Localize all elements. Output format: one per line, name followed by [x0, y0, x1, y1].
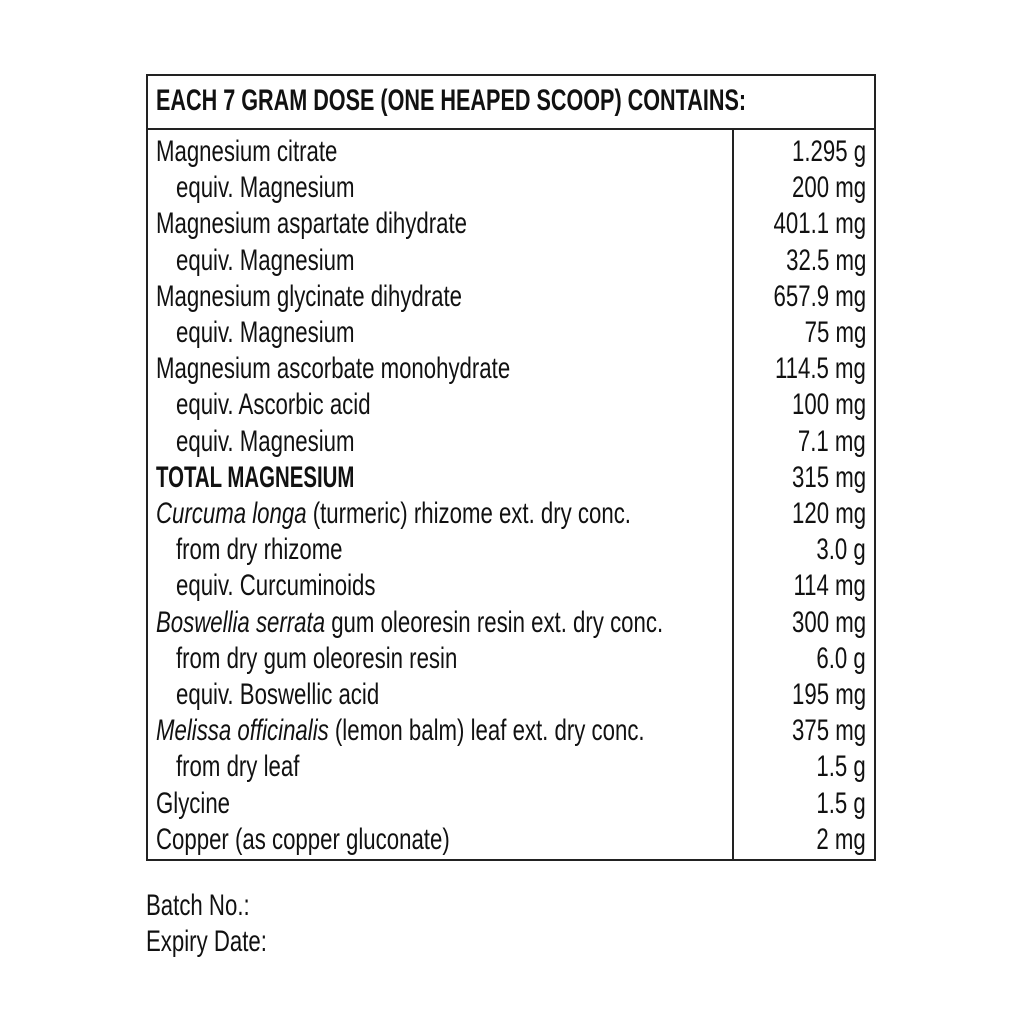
ingredient-name: [176, 532, 343, 568]
ingredient-label: equiv. Magnesium: [176, 171, 355, 205]
ingredient-name: [156, 206, 467, 242]
table-row: [148, 568, 874, 604]
table-row: [148, 279, 874, 315]
ingredient-label: gum oleoresin resin ext. dry conc.: [325, 605, 664, 639]
ingredient-amount: 315 mg: [791, 460, 866, 494]
ingredient-label: Magnesium glycinate dihydrate: [156, 279, 463, 313]
ingredient-name: [156, 134, 337, 170]
ingredient-name: [156, 605, 663, 641]
ingredient-label: equiv. Magnesium: [176, 424, 355, 458]
table-row: [148, 170, 874, 206]
table-row: [148, 460, 874, 496]
table-row: [148, 424, 874, 460]
ingredient-label: equiv. Ascorbic acid: [176, 388, 371, 422]
ingredient-amount: 300 mg: [791, 605, 866, 639]
ingredient-label: from dry gum oleoresin resin: [176, 641, 458, 675]
ingredient-amount: 6.0 g: [816, 641, 866, 675]
ingredient-name: [176, 387, 371, 423]
ingredient-name: [176, 315, 355, 351]
ingredient-name: [176, 243, 355, 279]
ingredient-label: from dry rhizome: [176, 533, 343, 567]
table-row: [148, 351, 874, 387]
ingredient-label: Magnesium aspartate dihydrate: [156, 207, 467, 241]
table-row: [148, 206, 874, 242]
ingredients-table: [146, 74, 876, 861]
ingredient-amount: 200 mg: [791, 171, 866, 205]
ingredient-amount: 7.1 mg: [798, 424, 866, 458]
ingredient-amount: 75 mg: [804, 316, 866, 349]
ingredient-amount: 120 mg: [791, 497, 866, 530]
table-row: [148, 496, 874, 532]
ingredient-amount: 2 mg: [816, 822, 866, 856]
ingredient-label: Glycine: [156, 786, 231, 820]
ingredient-amount: 1.295 g: [791, 135, 866, 168]
table-row: [148, 822, 874, 858]
ingredient-name: [156, 822, 450, 858]
ingredient-label: from dry leaf: [176, 750, 300, 784]
ingredient-name: [176, 749, 299, 785]
ingredient-label: TOTAL MAGNESIUM: [156, 460, 355, 494]
ingredient-label: equiv. Curcuminoids: [176, 569, 376, 603]
ingredient-name: [176, 424, 355, 460]
ingredient-amount: 401.1 mg: [773, 207, 866, 241]
ingredient-name: [156, 460, 354, 496]
table-row: [148, 786, 874, 822]
ingredient-amount: 375 mg: [791, 714, 866, 748]
ingredient-label: Magnesium citrate: [156, 135, 338, 168]
ingredient-amount: 100 mg: [791, 388, 866, 422]
table-row: [148, 677, 874, 713]
ingredient-name: [176, 170, 355, 206]
ingredient-amount: 114 mg: [793, 569, 866, 603]
ingredient-label: equiv. Boswellic acid: [176, 678, 380, 711]
table-title: EACH 7 GRAM DOSE (ONE HEAPED SCOOP) CONTAINS:: [156, 84, 747, 117]
table-row: [148, 243, 874, 279]
ingredient-name: [156, 351, 510, 387]
ingredient-name: [156, 279, 462, 315]
ingredient-name: [156, 713, 645, 749]
ingredient-amount: 114.5 mg: [775, 352, 866, 386]
botanical-name: Melissa officinalis: [156, 714, 329, 748]
ingredient-amount: 3.0 g: [816, 533, 866, 567]
table-row: [148, 315, 874, 351]
ingredient-name: [156, 496, 631, 532]
ingredient-amount: 1.5 g: [816, 750, 866, 784]
table-row: [148, 641, 874, 677]
table-row: [148, 749, 874, 785]
ingredient-amount: 195 mg: [791, 678, 866, 711]
ingredient-label: Magnesium ascorbate monohydrate: [156, 352, 511, 386]
botanical-name: Curcuma longa: [156, 497, 307, 530]
ingredient-label: (lemon balm) leaf ext. dry conc.: [328, 714, 645, 748]
botanical-name: Boswellia serrata: [156, 605, 326, 639]
ingredient-name: [176, 568, 375, 604]
table-row: [148, 605, 874, 641]
ingredient-amount: 1.5 g: [816, 786, 866, 820]
ingredient-name: [176, 641, 457, 677]
ingredient-name: [176, 677, 379, 713]
table-row: [148, 134, 874, 170]
ingredient-label: (turmeric) rhizome ext. dry conc.: [306, 497, 631, 530]
table-row: [148, 713, 874, 749]
table-row: [148, 387, 874, 423]
ingredient-label: Copper (as copper gluconate): [156, 822, 450, 856]
ingredient-name: [156, 786, 230, 822]
ingredient-label: equiv. Magnesium: [176, 316, 355, 349]
table-header: [148, 76, 874, 130]
ingredient-label: equiv. Magnesium: [176, 243, 355, 277]
table-row: [148, 532, 874, 568]
ingredient-amount: 32.5 mg: [785, 243, 866, 277]
expiry-date-label: Expiry Date:: [146, 925, 267, 958]
ingredient-amount: 657.9 mg: [773, 279, 866, 313]
batch-number-label: Batch No.:: [146, 889, 250, 922]
